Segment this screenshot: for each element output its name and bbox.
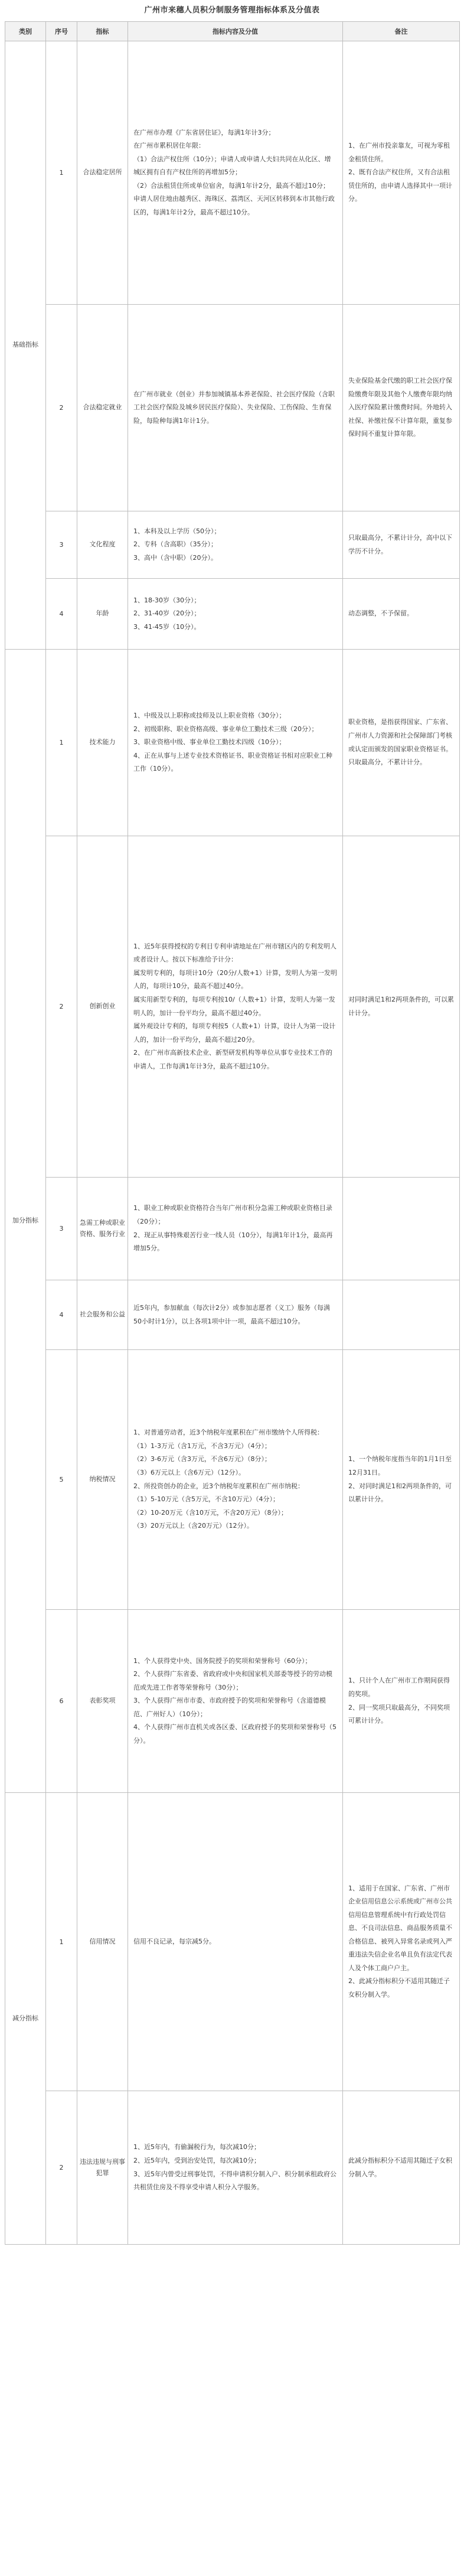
note-line: 职业资格，是指获得国家、广东省、广州市人力资源和社会保障部门考核或认定而颁发的国家职业资格证书。 xyxy=(348,718,452,753)
note-line: 2、此减分指标积分不适用其随迁子女积分制入学。 xyxy=(348,1977,450,1998)
content-line: （3）6万元以上（含6万元）（12分）。 xyxy=(133,1468,245,1476)
content-line: 1、近5年内，有偷漏税行为，每次减10分； xyxy=(133,2143,260,2151)
notes-cell xyxy=(343,1280,460,1350)
notes-cell xyxy=(343,511,460,579)
seq-cell: 3 xyxy=(46,511,77,579)
table-row xyxy=(5,1350,460,1610)
notes-cell xyxy=(343,579,460,650)
note-line: 此减分指标积分不适用其随迁子女积分制入学。 xyxy=(348,2156,452,2178)
content-line: （1）合法产权住所（10分）；申请人或申请人夫妇共同在从化区、增城区拥有自有产权住所的再增加5分； xyxy=(133,155,331,177)
content-line: 3、个人获得广州市市委、市政府授予的奖项和荣誉称号（含道德模范、广州好人）（10分）； xyxy=(133,1697,326,1718)
content-cell xyxy=(128,1350,343,1610)
indicator-cell xyxy=(77,1793,128,2091)
indicator-cell xyxy=(77,511,128,579)
content-cell xyxy=(128,41,343,305)
note-line: 动态调整，不予保留。 xyxy=(348,609,413,618)
indicator-label: 合法稳定就业 xyxy=(83,403,122,412)
content-line: 1、中级及以上职称或技师及以上职业资格（30分）； xyxy=(133,712,286,720)
content-line: 2、在广州市高新技术企业、新型研发机构等单位从事专业技术工作的申请人，工作每满1年计3分，最高不超过10分。 xyxy=(133,1049,332,1070)
content-line: （2）3-6万元（含3万元，不含6万元）（8分）； xyxy=(133,1455,271,1463)
content-line: 1、对普通劳动者，近3个纳税年度累积在广州市缴纳个人所得税： xyxy=(133,1429,324,1437)
content-line: 4、个人获得广州市直机关或各区委、区政府授予的奖项和荣誉称号（5分）。 xyxy=(133,1723,336,1744)
seq-cell: 2 xyxy=(46,836,77,1178)
note-line: 2、既有合法产权住所，又有合法租赁住所的，由申请人选择其中一项计分。 xyxy=(348,168,452,203)
notes-cell xyxy=(343,1610,460,1793)
indicator-cell xyxy=(77,1610,128,1793)
category-cell xyxy=(5,41,46,650)
note-line: 只取最高分，不累计计分，高中以下学历不计分。 xyxy=(348,533,452,555)
content-line: 1、本科及以上学历（50分）； xyxy=(133,527,221,535)
indicator-label: 急需工种或职业资格、服务行业 xyxy=(80,1218,125,1238)
content-line: 属发明专利的，每项计10分（20分/人数+1）计算，发明人为第一发明人的，每项计10分，最高不超过40分。 xyxy=(133,969,337,990)
content-cell xyxy=(128,650,343,836)
indicator-cell xyxy=(77,41,128,305)
indicator-cell xyxy=(77,305,128,511)
content-cell xyxy=(128,1793,343,2091)
notes-cell xyxy=(343,2091,460,2245)
content-line: （2）10-20万元（含10万元，不含20万元）（8分）； xyxy=(133,1508,287,1517)
content-line: （1）1-3万元（含1万元，不含3万元）（4分）； xyxy=(133,1442,271,1450)
indicator-label: 年龄 xyxy=(96,609,109,618)
category-label: 减分指标 xyxy=(12,2014,38,2022)
content-line: 1、个人获得党中央、国务院授予的奖项和荣誉称号（60分）； xyxy=(133,1657,312,1665)
notes-cell xyxy=(343,41,460,305)
table-row xyxy=(5,305,460,511)
table-row xyxy=(5,1280,460,1350)
content-cell xyxy=(128,305,343,511)
content-line: 2、31-40岁（20分）； xyxy=(133,609,201,618)
seq-cell: 5 xyxy=(46,1350,77,1610)
content-line: 1、职业工种或职业资格符合当年广州市积分急需工种或职业资格目录（20分）； xyxy=(133,1204,332,1225)
table-header-row xyxy=(5,22,460,41)
content-line: 2、专科（含高职）（35分）； xyxy=(133,540,217,549)
notes-cell xyxy=(343,1793,460,2091)
table-row xyxy=(5,1610,460,1793)
indicator-cell xyxy=(77,1350,128,1610)
seq-cell: 4 xyxy=(46,579,77,650)
note-line: 1、适用于在国家、广东省、广州市企业信用信息公示系统或广州市公共信用信息管理系统中有行政处罚信息、不良司法信息、商品服务质量不合格信息、被列入异常名录或列入严重违法失信企业名单且负有法定代表人及个体工商户户主。 xyxy=(348,1884,452,1972)
seq-cell: 1 xyxy=(46,1793,77,2091)
seq-cell: 4 xyxy=(46,1280,77,1350)
table-row xyxy=(5,2091,460,2245)
content-line: 属外观设计专利的，每项专利按5（人数+1）计算，设计人为第一设计人的，加计一份平均分，最高不超过20分。 xyxy=(133,1022,336,1044)
note-line: 2、同一奖项只取最高分，不同奖项可累计计分。 xyxy=(348,1703,450,1725)
notes-cell xyxy=(343,650,460,836)
content-line: 3、41-45岁（10分）。 xyxy=(133,622,201,631)
header-content: 指标内容及分值 xyxy=(128,22,343,41)
seq-cell: 1 xyxy=(46,41,77,305)
content-line: 在广州市办理《广东省居住证》，每满1年计3分； xyxy=(133,128,275,136)
indicator-cell xyxy=(77,1280,128,1350)
header-notes: 备注 xyxy=(343,22,460,41)
category-label: 加分指标 xyxy=(12,1217,38,1225)
content-line: 3、近5年内曾受过刑事处罚，不得申请积分制入户、积分制承租政府公共租赁住房及不得享受申请人积分入学服务。 xyxy=(133,2170,336,2192)
indicator-cell xyxy=(77,650,128,836)
note-line: 2、对同时满足1和2两项条件的，可以累计计分。 xyxy=(348,1482,452,1504)
content-line: 2、近5年内，受到治安处罚，每次减10分； xyxy=(133,2156,260,2164)
indicator-cell xyxy=(77,2091,128,2245)
content-line: （3）20万元以上（含20万元）（12分）。 xyxy=(133,1522,253,1530)
indicator-label: 表彰奖项 xyxy=(89,1697,116,1705)
content-cell xyxy=(128,836,343,1178)
table-row xyxy=(5,1793,460,2091)
content-cell xyxy=(128,2091,343,2245)
content-cell xyxy=(128,579,343,650)
indicator-label: 社会服务和公益 xyxy=(80,1310,125,1319)
indicator-label: 信用情况 xyxy=(89,1937,116,1945)
note-line: 1、在广州市投亲靠友，可视为零租金租赁住所。 xyxy=(348,142,450,163)
category-label: 基础指标 xyxy=(12,341,38,349)
content-cell xyxy=(128,1178,343,1280)
note-line: 只取最高分，不累计计分。 xyxy=(348,758,426,767)
table-row xyxy=(5,650,460,836)
content-cell xyxy=(128,1280,343,1350)
notes-cell xyxy=(343,305,460,511)
notes-cell xyxy=(343,836,460,1178)
table-row xyxy=(5,836,460,1178)
note-line: 对同时满足1和2两项条件的，可以累计计分。 xyxy=(348,995,454,1017)
category-cell xyxy=(5,1793,46,2245)
content-line: 近5年内，参加献血（每次计2分）或参加志愿者（义工）服务（每满50小时计1分），以上各项1项中计一项，最高不超过10分。 xyxy=(133,1303,330,1325)
content-line: （1）5-10万元（含5万元，不含10万元）（4分）； xyxy=(133,1495,279,1504)
indicator-cell xyxy=(77,579,128,650)
indicator-cell xyxy=(77,1178,128,1280)
seq-cell: 6 xyxy=(46,1610,77,1793)
indicator-label: 合法稳定居所 xyxy=(83,168,122,177)
content-line: 4、正在从事与上述专业技术资格证书、职业资格证书相对应职业工种工作（10分）。 xyxy=(133,751,332,773)
note-line: 1、只计个人在广州市工作期间获得的奖项。 xyxy=(348,1677,450,1698)
content-line: 属实用新型专利的，每项专利按10/（人数+1）计算，发明人为第一发明人的，加计一份平均分，最高不超过40分。 xyxy=(133,995,335,1017)
seq-cell: 2 xyxy=(46,2091,77,2245)
category-cell xyxy=(5,650,46,1793)
indicator-label: 技术能力 xyxy=(89,738,116,746)
notes-cell xyxy=(343,1350,460,1610)
content-line: 2、所投资创办的企业，近3个纳税年度累积在广州市纳税： xyxy=(133,1482,304,1490)
header-category: 类别 xyxy=(5,22,46,41)
indicator-cell xyxy=(77,836,128,1178)
content-line: 1、近5年获得授权的专利目专利申请地址在广州市辖区内的专利发明人或者设计人。按以下标准给予计分： xyxy=(133,942,336,964)
content-line: 2、初级职称、职业资格高级、事业单位工勤技术三级（20分）； xyxy=(133,725,318,733)
indicator-label: 文化程度 xyxy=(89,540,116,549)
content-line: （2）合法租赁住所或单位宿舍，每满1年计2分，最高不超过10分； xyxy=(133,181,329,190)
table-row xyxy=(5,579,460,650)
content-cell xyxy=(128,1610,343,1793)
document-title: 广州市来穗人员积分制服务管理指标体系及分值表 xyxy=(144,6,320,15)
seq-cell: 1 xyxy=(46,650,77,836)
content-line: 3、职业资格中级、事业单位工勤技术四级（10分）； xyxy=(133,738,286,746)
content-line: 在广州市累积居住年限： xyxy=(133,142,205,150)
scoring-table xyxy=(5,21,460,2245)
seq-cell: 2 xyxy=(46,305,77,511)
table-row xyxy=(5,1178,460,1280)
content-line: 信用不良记录，每宗减5分。 xyxy=(133,1937,215,1945)
indicator-label: 创新创业 xyxy=(89,1002,116,1010)
seq-cell: 3 xyxy=(46,1178,77,1280)
table-row xyxy=(5,511,460,579)
indicator-label: 纳税情况 xyxy=(89,1475,116,1483)
content-line: 申请人居住地由越秀区、海珠区、荔湾区、天河区转移到本市其他行政区的，每满1年计2分，最高不超过10分。 xyxy=(133,195,335,216)
content-line: 2、现正从事特殊艰苦行业一线人员（10分），每满1年计1分，最高再增加5分。 xyxy=(133,1231,333,1253)
header-indicator: 指标 xyxy=(77,22,128,41)
content-line: 1、18-30岁（30分）； xyxy=(133,596,201,604)
content-cell xyxy=(128,511,343,579)
notes-cell xyxy=(343,1178,460,1280)
indicator-label: 违法违规与刑事犯罪 xyxy=(80,2157,125,2177)
content-line: 3、高中（含中职）（20分）。 xyxy=(133,553,217,562)
header-seq: 序号 xyxy=(46,22,77,41)
content-line: 2、个人获得广东省委、省政府或中央和国家机关部委等授予的劳动模范或先进工作者等荣誉称号（30分）； xyxy=(133,1670,332,1691)
content-line: 在广州市就业（创业）并参加城镇基本养老保险、社会医疗保险（含职工社会医疗保险及城乡居民医疗保险）、失业保险、工伤保险、生育保险，每险种每满1年计1分。 xyxy=(133,390,335,425)
note-line: 失业保险基金代缴的职工社会医疗保险缴费年限及其他个人缴费年限均纳入医疗保险累计缴费时间。外地转入社保、补缴社保不计算年限，重复参保时间不重复计算年限。 xyxy=(348,377,452,438)
note-line: 1、一个纳税年度指当年的1月1日至12月31日。 xyxy=(348,1455,452,1476)
table-row xyxy=(5,41,460,305)
